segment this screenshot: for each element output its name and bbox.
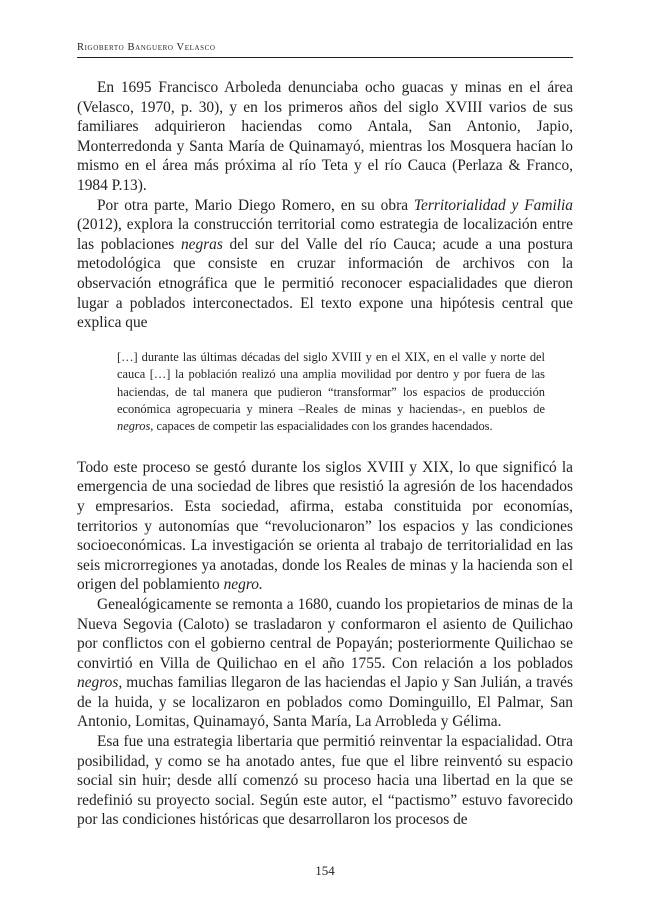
emphasis-negras: negras (180, 235, 223, 253)
paragraph-2-text-a: Por otra parte, Mario Diego Romero, en su obra (97, 196, 414, 214)
paragraph-1: En 1695 Francisco Arboleda denunciaba ocho guacas y minas en el área (Velasco, 1970, p. 30), y en los primeros años del siglo XVIII varios de sus familiares adquirieron haciendas como Antala, San Antonio, Japio, Monterredonda y Santa María de Quinamayó, mientras los Mosquera hacían lo mismo en el área más próxima al río Teta y el río Cauca (Perlaza & Franco, 1984 P.13). (77, 79, 573, 194)
block-quote-text (117, 349, 545, 436)
paragraph-3-text: Todo este proceso se gestó durante los siglos XVIII y XIX, lo que significó la emergencia de una sociedad de libres que resistió la agresión de los hacendados y empresarios. Esta sociedad, afirma, estaba constituida por economías, territorios y autonomías que “revolucionaron” los espacios y las condiciones socioeconómicas. La investigación se orienta al trabajo de territorialidad en las seis microrregiones ya anotadas, donde los Reales de minas y la hacienda son el origen del poblamiento (77, 458, 573, 594)
body-text (77, 78, 573, 830)
quote-text-b: , capaces de competir las espacialidades con los grandes hacendados. (150, 419, 493, 434)
block-quote (117, 349, 545, 436)
paragraph-2-text-c: del sur del Valle del río Cauca; acude a una postura metodológica que consiste en cruzar información de archivos con la observación etnográfica que le permitió reconocer espacialidades que dieron lugar a poblados interconectados. El texto expone una hipótesis central que explica que (77, 235, 573, 332)
paragraph-4 (77, 595, 573, 732)
header-rule (77, 57, 573, 58)
paragraph-5: Esa fue una estrategia libertaria que permitió reinventar la espacialidad. Otra posibilidad, y como se ha anotado antes, fue que el libre reinventó su espacio social sin huir; desde allí comenzó su proceso hacia una libertad en la que se redefinió su proyecto social. Según este autor, el “pactismo” estuvo favorecido por las condiciones históricas que desarrollaron los procesos de (77, 733, 573, 829)
paragraph-4-text-b: muchas familias llegaron de las haciendas el Japio y San Julián, a través de la huida, y se localizaron en poblados como Dominguillo, El Palmar, San Antonio, Lomitas, Quinamayó, Santa María, La Arrobleda y Gélima. (77, 674, 573, 731)
book-title: Territorialidad y Familia (413, 196, 573, 214)
page-number: 154 (315, 863, 335, 878)
emphasis-negro: negro. (223, 576, 263, 594)
running-head: Rigoberto Banguero Velasco (77, 42, 216, 53)
quote-text-a: […] durante las últimas décadas del siglo XVIII y en el XIX, en el valle y norte del cauca […] la población realizó una amplia movilidad por dentro y por fuera de las haciendas, de tal manera que pudieron “transformar” los espacios de producción económica agropecuaria y minera –Reales de minas y haciendas-, en pueblos de (117, 349, 545, 416)
paragraph-2-text-b: (2012), explora la construcción territorial como estrategia de localización entre las poblaciones (77, 216, 573, 253)
emphasis-negros-2: negros, (77, 674, 123, 692)
paragraph-2 (77, 196, 573, 333)
paragraph-3 (77, 458, 573, 595)
paragraph-4-text-a: Genealógicamente se remonta a 1680, cuando los propietarios de minas de la Nueva Segovia (Caloto) se trasladaron y conformaron el asiento de Quilichao por conflictos con el gobierno central de Popayán; posteriormente Quilichao se convirtió en Villa de Quilichao en el año 1755. Con relación a los poblados (77, 595, 573, 672)
emphasis-negros: negros (117, 419, 151, 434)
